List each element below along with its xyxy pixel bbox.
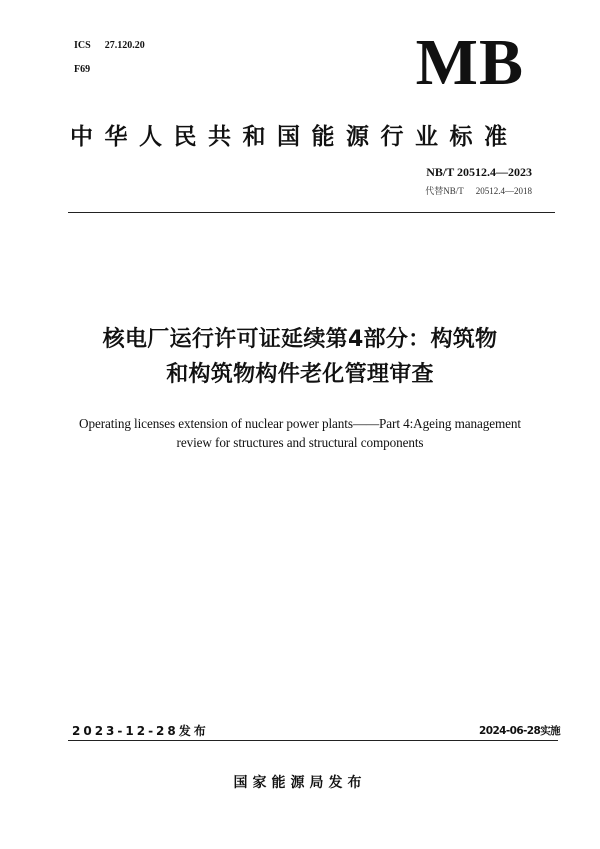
issue-date: 2023-12-28发布 <box>72 724 209 738</box>
implementation-date: 2024-06-28实施 <box>479 725 560 737</box>
mb-logo: MB <box>415 26 524 99</box>
replaces-note <box>425 184 532 197</box>
chinese-title-line-1: 核电厂运行许可证延续第4部分：构筑物 <box>102 327 498 352</box>
ccs-code: F69 <box>74 64 91 75</box>
ics-classification <box>74 40 145 51</box>
english-title-line-2: review for structures and structural components <box>176 435 424 450</box>
ics-label: ICS <box>74 40 91 51</box>
header-divider <box>68 212 555 213</box>
standard-number: NB/T 20512.4—2023 <box>426 165 532 179</box>
chinese-title <box>0 322 600 392</box>
english-title-line-1: Operating licenses extension of nuclear power plants——Part 4:Ageing management <box>79 416 521 431</box>
issuing-authority: 国家能源局发布 <box>233 775 367 791</box>
footer-divider <box>68 740 558 741</box>
english-title <box>0 414 600 452</box>
ics-code: 27.120.20 <box>104 40 145 51</box>
standard-category-title: 中华人民共和国能源行业标准 <box>70 124 519 150</box>
chinese-title-line-2: 和构筑物构件老化管理审查 <box>166 362 434 387</box>
replaces-number: 20512.4—2018 <box>475 186 532 196</box>
replaces-label: 代替NB/T <box>425 186 464 196</box>
dates-row <box>72 722 560 740</box>
